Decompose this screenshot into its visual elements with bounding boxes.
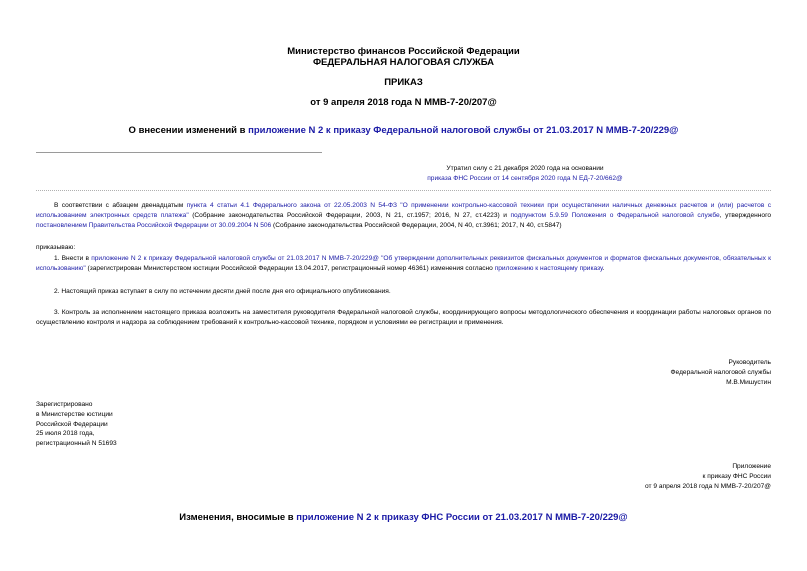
doc-date-number: от 9 апреля 2018 года N ММВ-7-20/207@: [310, 97, 497, 108]
status-link[interactable]: приказа ФНС России от 14 сентября 2020 года N ЕД-7-20/662@: [427, 174, 623, 182]
appendix-line-3: от 9 апреля 2018 года N ММВ-7-20/207@: [644, 482, 771, 490]
order-item-3: 3. Контроль за исполнением настоящего приказа возложить на заместителя руководителя Федеральной налоговой службы, координирующего вопросы методологического обеспечения и координации работы налоговых органов по осуществлению контроля и надзора за соблюдением требований к контрольно-кассовой технике, порядком и условиями ее регистрации и применения.: [36, 309, 771, 326]
item1-link-annex[interactable]: приложению к настоящему приказу: [494, 265, 603, 272]
item1-text-1: 1. Внести в: [54, 255, 92, 262]
status-line: Утратил силу с 21 декабря 2020 года на основании: [446, 165, 604, 172]
signature-name: М.В.Мишустин: [726, 378, 771, 386]
order-item-2: 2. Настоящий приказ вступает в силу по истечении десяти дней после дня его официального опубликования.: [54, 288, 391, 295]
separator-line: [36, 152, 322, 153]
service-name: ФЕДЕРАЛЬНАЯ НАЛОГОВАЯ СЛУЖБА: [312, 57, 495, 68]
preamble-link-law[interactable]: пункта 4 статьи 4.1 Федерального закона от 22.05.2003 N 54-ФЗ "О применении контрольно-кассовой техники при осуществлении наличных денежных расчетов и (или) расчетов с использованием электронных средств платежа": [36, 202, 772, 219]
preamble-link-decree[interactable]: постановлением Правительства Российской Федерации от 30.09.2004 N 506: [36, 222, 272, 229]
signature-position: Руководитель: [728, 359, 771, 366]
doc-type: ПРИКАЗ: [384, 77, 423, 88]
registration-block: [36, 400, 336, 449]
dotted-divider: [36, 190, 771, 191]
status-note: [290, 164, 760, 184]
signature-block: [471, 358, 771, 387]
order-word: приказываю:: [36, 244, 76, 251]
title-link[interactable]: приложение N 2 к приказу Федеральной налоговой службы от 21.03.2017 N ММВ-7-20/229@: [248, 125, 679, 136]
signature-organization: Федеральной налоговой службы: [670, 368, 771, 376]
order-item-1: [36, 254, 771, 274]
preamble-text-3: , утвержденного: [719, 212, 771, 219]
appendix-block: [471, 462, 771, 491]
item1-text-2: (зарегистрирован Министерством юстиции Российской Федерации 13.04.2017, регистрационный номер 46361) изменения согласно: [85, 265, 495, 272]
registration-line-2: в Министерстве юстиции: [36, 410, 113, 418]
preamble-text-2: (Собрание законодательства Российской Федерации, 2003, N 21, ст.1957; 2016, N 27, ст.4223) и: [188, 212, 511, 219]
registration-line-5: регистрационный N 51693: [36, 440, 117, 448]
preamble-text-1: В соответствии с абзацем двенадцатым: [54, 202, 187, 209]
preamble-link-regulation[interactable]: подпунктом 5.9.59 Положения о Федеральной налоговой службе: [510, 212, 720, 219]
item1-text-3: .: [602, 265, 605, 272]
registration-line-1: Зарегистрировано: [36, 401, 93, 408]
changes-title-link[interactable]: приложение N 2 к приказу ФНС России от 21.03.2017 N ММВ-7-20/229@: [296, 512, 628, 523]
appendix-line-1: Приложение: [732, 463, 771, 470]
title-prefix: О внесении изменений в: [128, 125, 249, 136]
changes-title-prefix: Изменения, вносимые в: [179, 512, 297, 523]
preamble-text-4: (Собрание законодательства Российской Федерации, 2004, N 40, ст.3961; 2017, N 40, ст.5847): [271, 222, 562, 229]
item1-link-appendix[interactable]: приложение N 2 к приказу Федеральной налоговой службы от 21.03.2017 N ММВ-7-20/229@ "Об утверждении дополнительных реквизитов фискальных документов и форматов фискальных документов, обязательных к использованию": [36, 255, 771, 272]
registration-line-4: 25 июля 2018 года,: [36, 430, 95, 438]
ministry-name: Министерство финансов Российской Федерации: [287, 46, 520, 57]
preamble-paragraph: [36, 201, 771, 231]
registration-line-3: Российской Федерации: [36, 420, 108, 428]
changes-title: [0, 512, 807, 523]
appendix-line-2: к приказу ФНС России: [702, 472, 771, 480]
page-title: [0, 125, 807, 136]
